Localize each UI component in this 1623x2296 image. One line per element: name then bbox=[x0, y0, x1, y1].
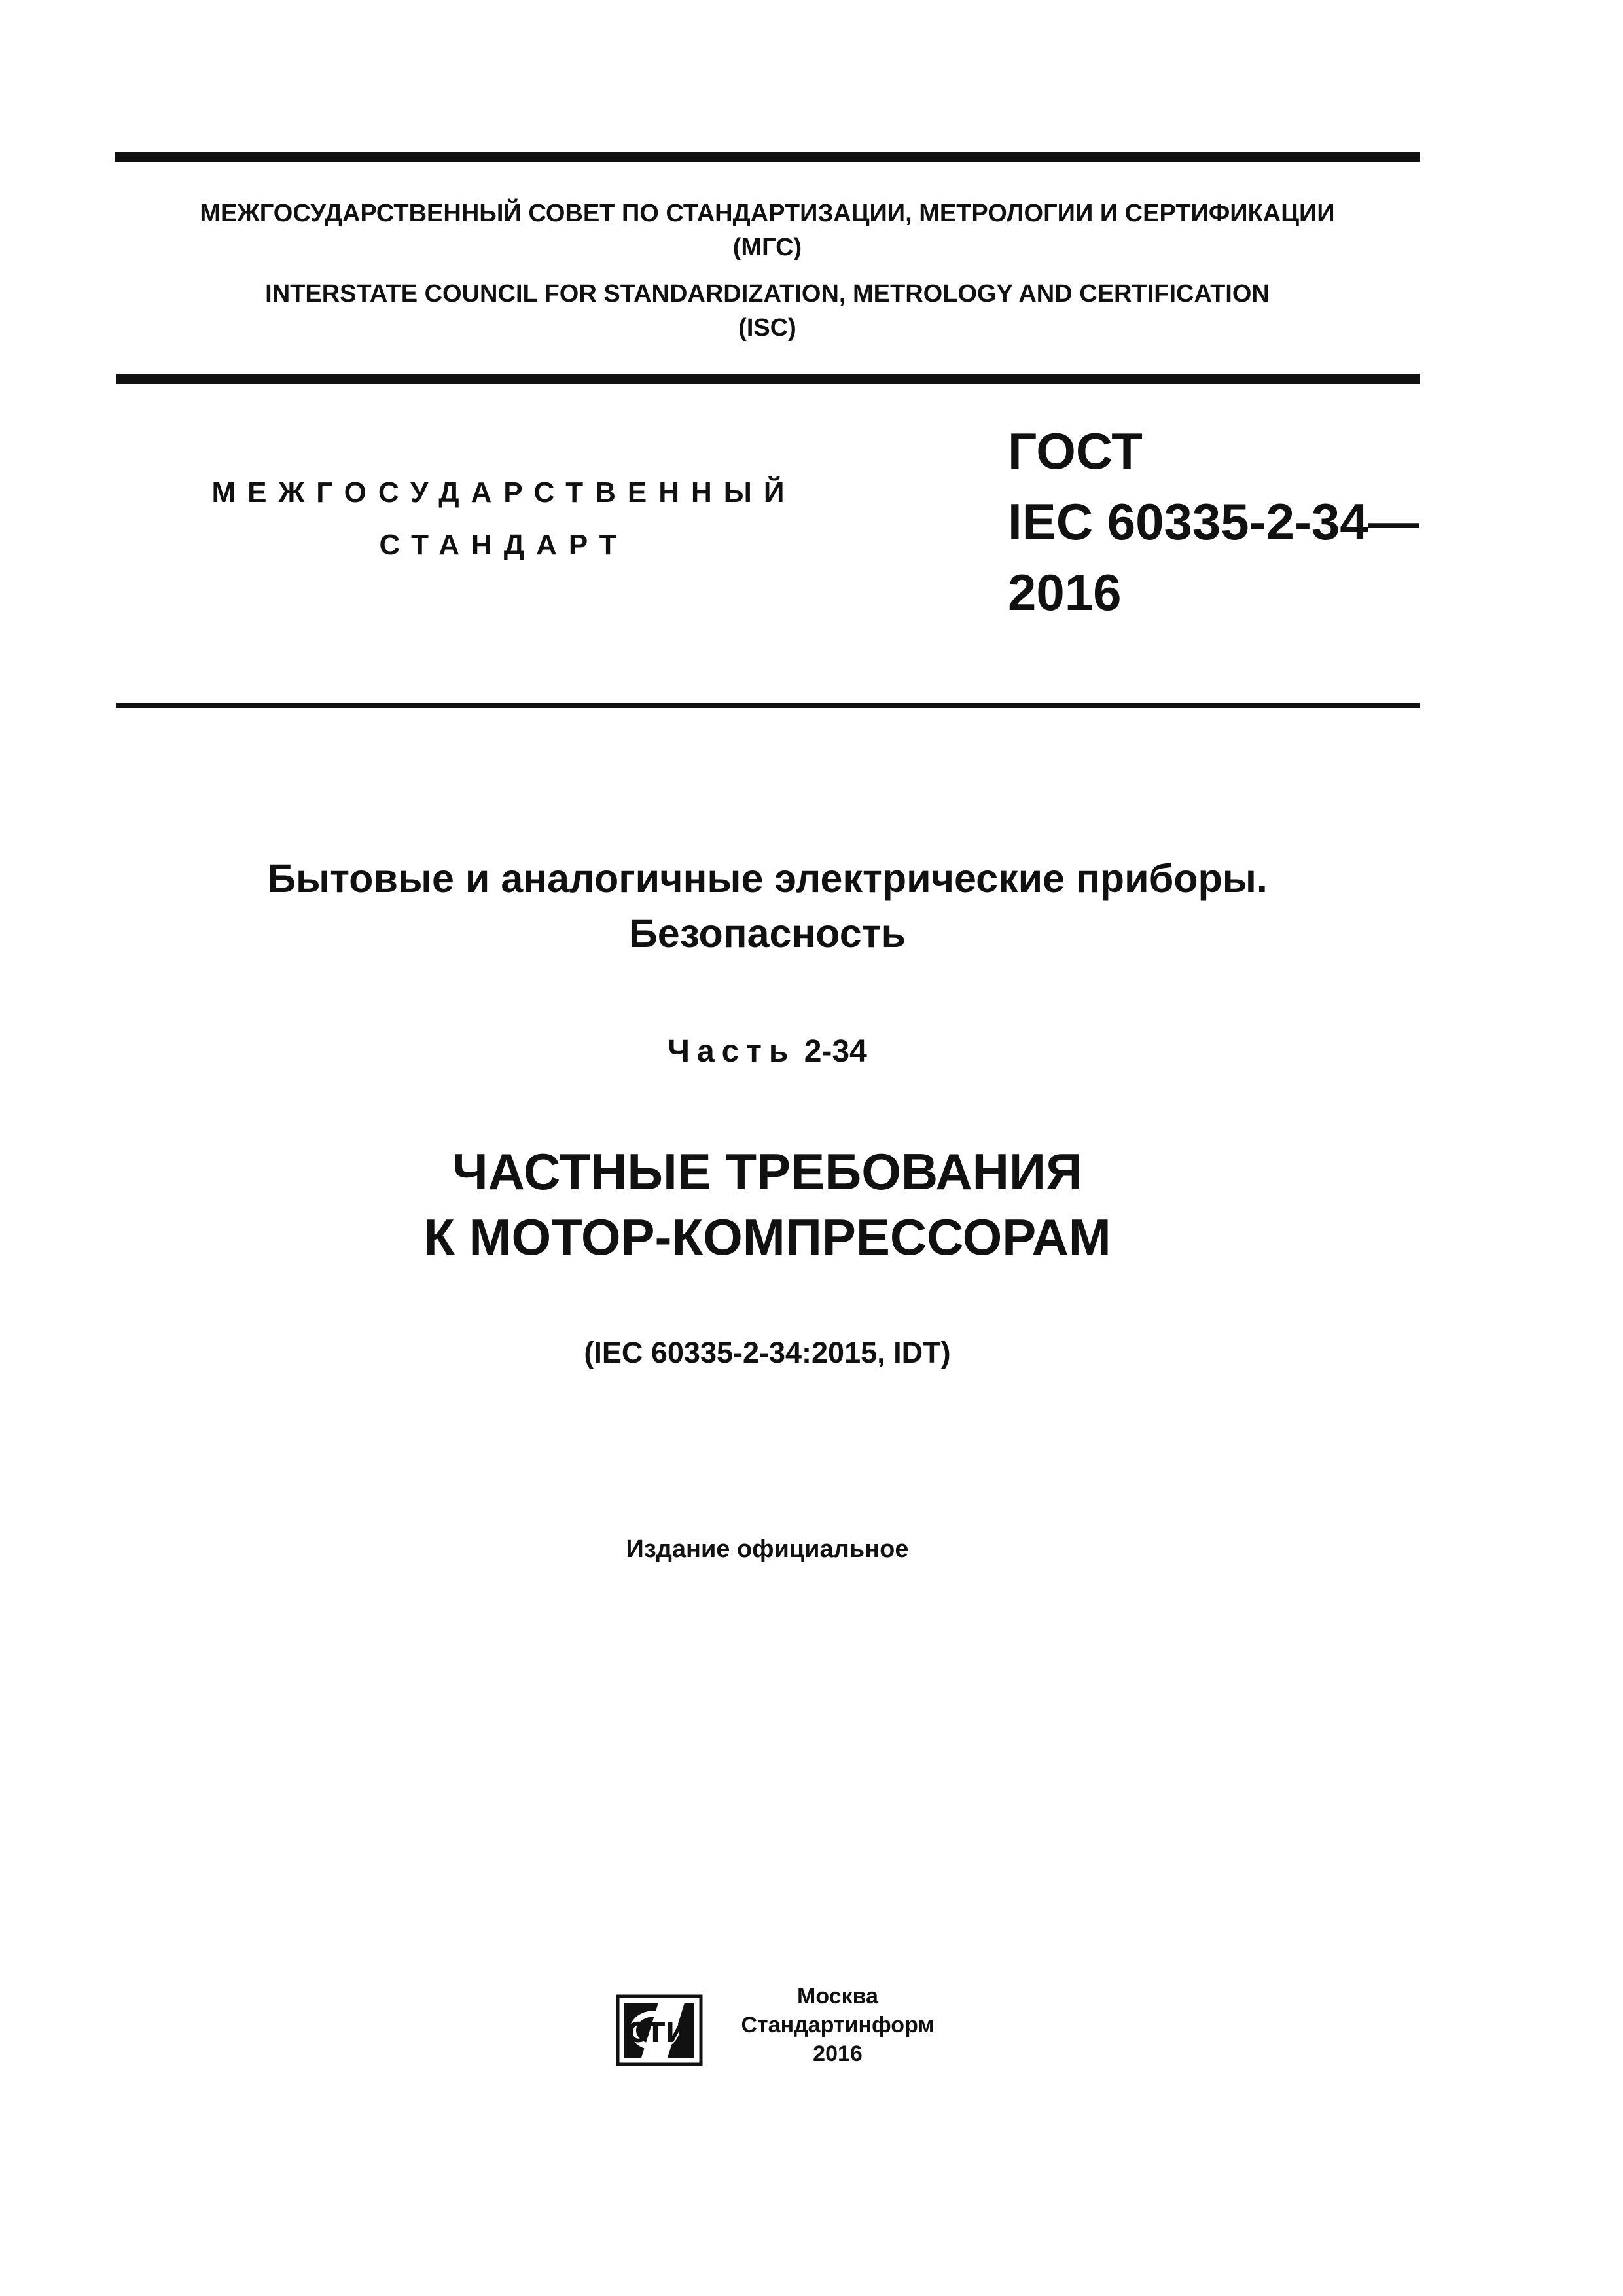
standard-code-line1: ГОСТ bbox=[1008, 422, 1143, 480]
part-label: Часть bbox=[668, 1034, 796, 1069]
lower-rule bbox=[116, 703, 1420, 708]
subtitle-line2: К МОТОР-КОМПРЕССОРАМ bbox=[423, 1208, 1111, 1266]
logo-text: СТИ bbox=[626, 2017, 688, 2049]
document-title-line1: Бытовые и аналогичные электрические приборы. bbox=[267, 856, 1268, 901]
council-abbr-en: (ISC) bbox=[738, 314, 796, 342]
imprint-publisher: Стандартинформ bbox=[741, 2013, 935, 2037]
top-rule bbox=[115, 152, 1420, 162]
standard-kind-line2: СТАНДАРТ bbox=[379, 529, 629, 561]
standard-code-line2: IEC 60335-2-34— bbox=[1008, 493, 1419, 550]
imprint-city: Москва bbox=[797, 1984, 878, 2009]
council-name-en: INTERSTATE COUNCIL FOR STANDARDIZATION, METROLOGY AND CERTIFICATION bbox=[265, 280, 1270, 308]
middle-rule bbox=[116, 374, 1420, 384]
edition-note: Издание официальное bbox=[626, 1535, 909, 1563]
standard-code-line3: 2016 bbox=[1008, 564, 1122, 621]
imprint-year: 2016 bbox=[813, 2041, 863, 2066]
document-title-line2: Безопасность bbox=[628, 911, 906, 956]
subtitle-line1: ЧАСТНЫЕ ТРЕБОВАНИЯ bbox=[452, 1143, 1083, 1200]
standartinform-logo-icon bbox=[615, 1990, 704, 2068]
standard-kind-line1: МЕЖГОСУДАРСТВЕННЫЙ bbox=[211, 476, 796, 509]
council-name-ru: МЕЖГОСУДАРСТВЕННЫЙ СОВЕТ ПО СТАНДАРТИЗАЦИИ, МЕТРОЛОГИИ И СЕРТИФИКАЦИИ bbox=[200, 200, 1335, 227]
council-abbr-ru: (МГС) bbox=[732, 234, 802, 261]
part-number: 2-34 bbox=[804, 1034, 867, 1069]
part-heading bbox=[115, 1030, 1420, 1073]
iec-reference: (IEC 60335-2-34:2015, IDT) bbox=[584, 1336, 951, 1369]
